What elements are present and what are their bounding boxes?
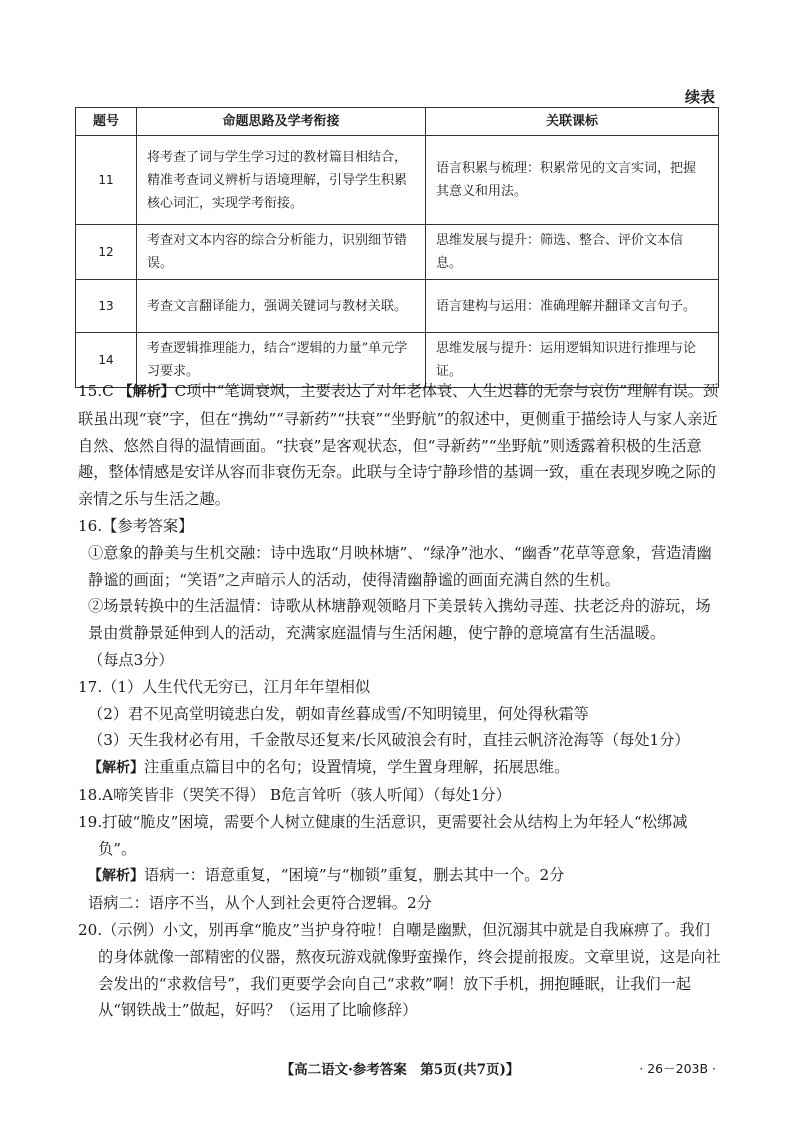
q17-analysis-tag: 【解析】 — [88, 760, 144, 777]
header-course-standard: 关联课标 — [426, 108, 719, 136]
table-row — [76, 136, 719, 225]
row-design-idea: 考查逻辑推理能力，结合“逻辑的力量”单元学习要求。 — [137, 333, 426, 388]
footer-title: 【高二语文·参考答案 第5页(共7页)】 — [280, 1062, 520, 1078]
question-16-score: （每点3分） — [88, 650, 174, 669]
q15-analysis-tag: 【解析】 — [118, 384, 175, 400]
row-course-standard: 语言积累与梳理：积累常见的文言实词，把握其意义和用法。 — [426, 136, 719, 225]
row-number: 14 — [76, 333, 137, 388]
question-17-line-2: （2）君不见高堂明镜悲白发，朝如青丝暮成雪/不知明镜里，何处得秋霜等 — [88, 704, 589, 723]
row-number: 12 — [76, 225, 137, 280]
row-course-standard: 思维发展与提升：筛选、整合、评价文本信息。 — [426, 225, 719, 280]
header-design-idea: 命题思路及学考衔接 — [137, 108, 426, 136]
table-row — [76, 225, 719, 280]
row-number: 13 — [76, 280, 137, 333]
header-question-number: 题号 — [76, 108, 137, 136]
question-18: 18.A啼笑皆非（哭笑不得） B危言耸听（骇人听闻）（每处1分） — [78, 785, 511, 804]
row-course-standard: 语言建构与运用：准确理解并翻译文言句子。 — [426, 280, 719, 333]
row-number: 11 — [76, 136, 137, 225]
table-row — [76, 280, 719, 333]
question-16-heading: 16.【参考答案】 — [78, 516, 194, 535]
q19-analysis-text-1: 语病一：语意重复，“困境”与“枷锁”重复，删去其中一个。2分 — [144, 866, 565, 885]
q15-number: 15.C — [78, 382, 114, 400]
row-design-idea: 考查对文本内容的综合分析能力，识别细节错误。 — [137, 225, 426, 280]
course-standards-table — [75, 107, 719, 388]
question-17-line-1: 17.（1）人生代代无穷已，江月年年望相似 — [78, 677, 371, 696]
answer-body — [78, 378, 723, 1024]
row-course-standard: 思维发展与提升：运用逻辑知识进行推理与论证。 — [426, 333, 719, 388]
question-16-point-2: ②场景转换中的生活温情：诗歌从林塘静观领略月下美景转入携幼寻莲、扶老泛舟的游玩，场景由赏静景延伸到人的活动，充满家庭温情与生活闲趣，使宁静的意境富有生活温暖。 — [88, 597, 711, 643]
continued-label: 续表 — [684, 88, 715, 106]
question-15 — [78, 378, 723, 513]
q17-analysis-text: 注重重点篇目中的名句；设置情境，学生置身理解，拓展思维。 — [144, 758, 570, 777]
row-design-idea: 考查文言翻译能力，强调关键词与教材关联。 — [137, 280, 426, 333]
table-header-row — [76, 108, 719, 136]
question-19: 19.打破“脆皮”困境，需要个人树立健康的生活意识，更需要社会从结构上为年轻人“松绑减负”。 — [78, 812, 688, 858]
question-19-analysis-2: 语病二：语序不当，从个人到社会更符合逻辑。2分 — [88, 894, 432, 913]
footer-code: · 26－203B · — [639, 1061, 716, 1076]
question-19-analysis-1 — [78, 862, 723, 890]
question-17-analysis — [78, 754, 723, 782]
row-design-idea: 将考查了词与学生学习过的教材篇目相结合，精准考查词义辨析与语境理解，引导学生积累核心词汇，实现学考衔接。 — [137, 136, 426, 225]
question-20: 20.（示例）小文，别再拿“脆皮”当护身符啦！自嘲是幽默，但沉溺其中就是自我麻痹了。我们的身体就像一部精密的仪器，熬夜玩游戏就像野蛮操作，终会提前报废。文章里说，这是向社会发出的“求救信号”，我们更要学会向自己“求救”啊！放下手机，拥抱睡眠，让我们一起从“钢铁战士”做起，好吗？（运用了比喻修辞） — [78, 920, 721, 1020]
q15-analysis-text: C项中“笔调衰飒，主要表达了对年老体衰、人生迟暮的无奈与哀伤”理解有误。颈联虽出现“衰”字，但在“携幼”“寻新药”“扶衰”“坐野航”的叙述中，更侧重于描绘诗人与家人亲近自然、悠然自得的温情画面。“扶衰”是客观状态，但“寻新药”“坐野航”则透露着积极的生活意趣，整体情感是安详从容而非衰伤无奈。此联与全诗宁静珍惜的基调一致，重在表现岁晚之际的亲情之乐与生活之趣。 — [78, 382, 719, 509]
q19-analysis-tag: 【解析】 — [88, 868, 144, 885]
question-17-line-3: （3）天生我材必有用，千金散尽还复来/长风破浪会有时，直挂云帆济沧海等（每处1分） — [88, 731, 690, 750]
question-16-point-1: ①意象的静美与生机交融：诗中选取“月映林塘”、“绿净”池水、“幽香”花草等意象，营造清幽静谧的画面；“笑语”之声暗示人的活动，使得清幽静谧的画面充满自然的生机。 — [88, 543, 712, 589]
